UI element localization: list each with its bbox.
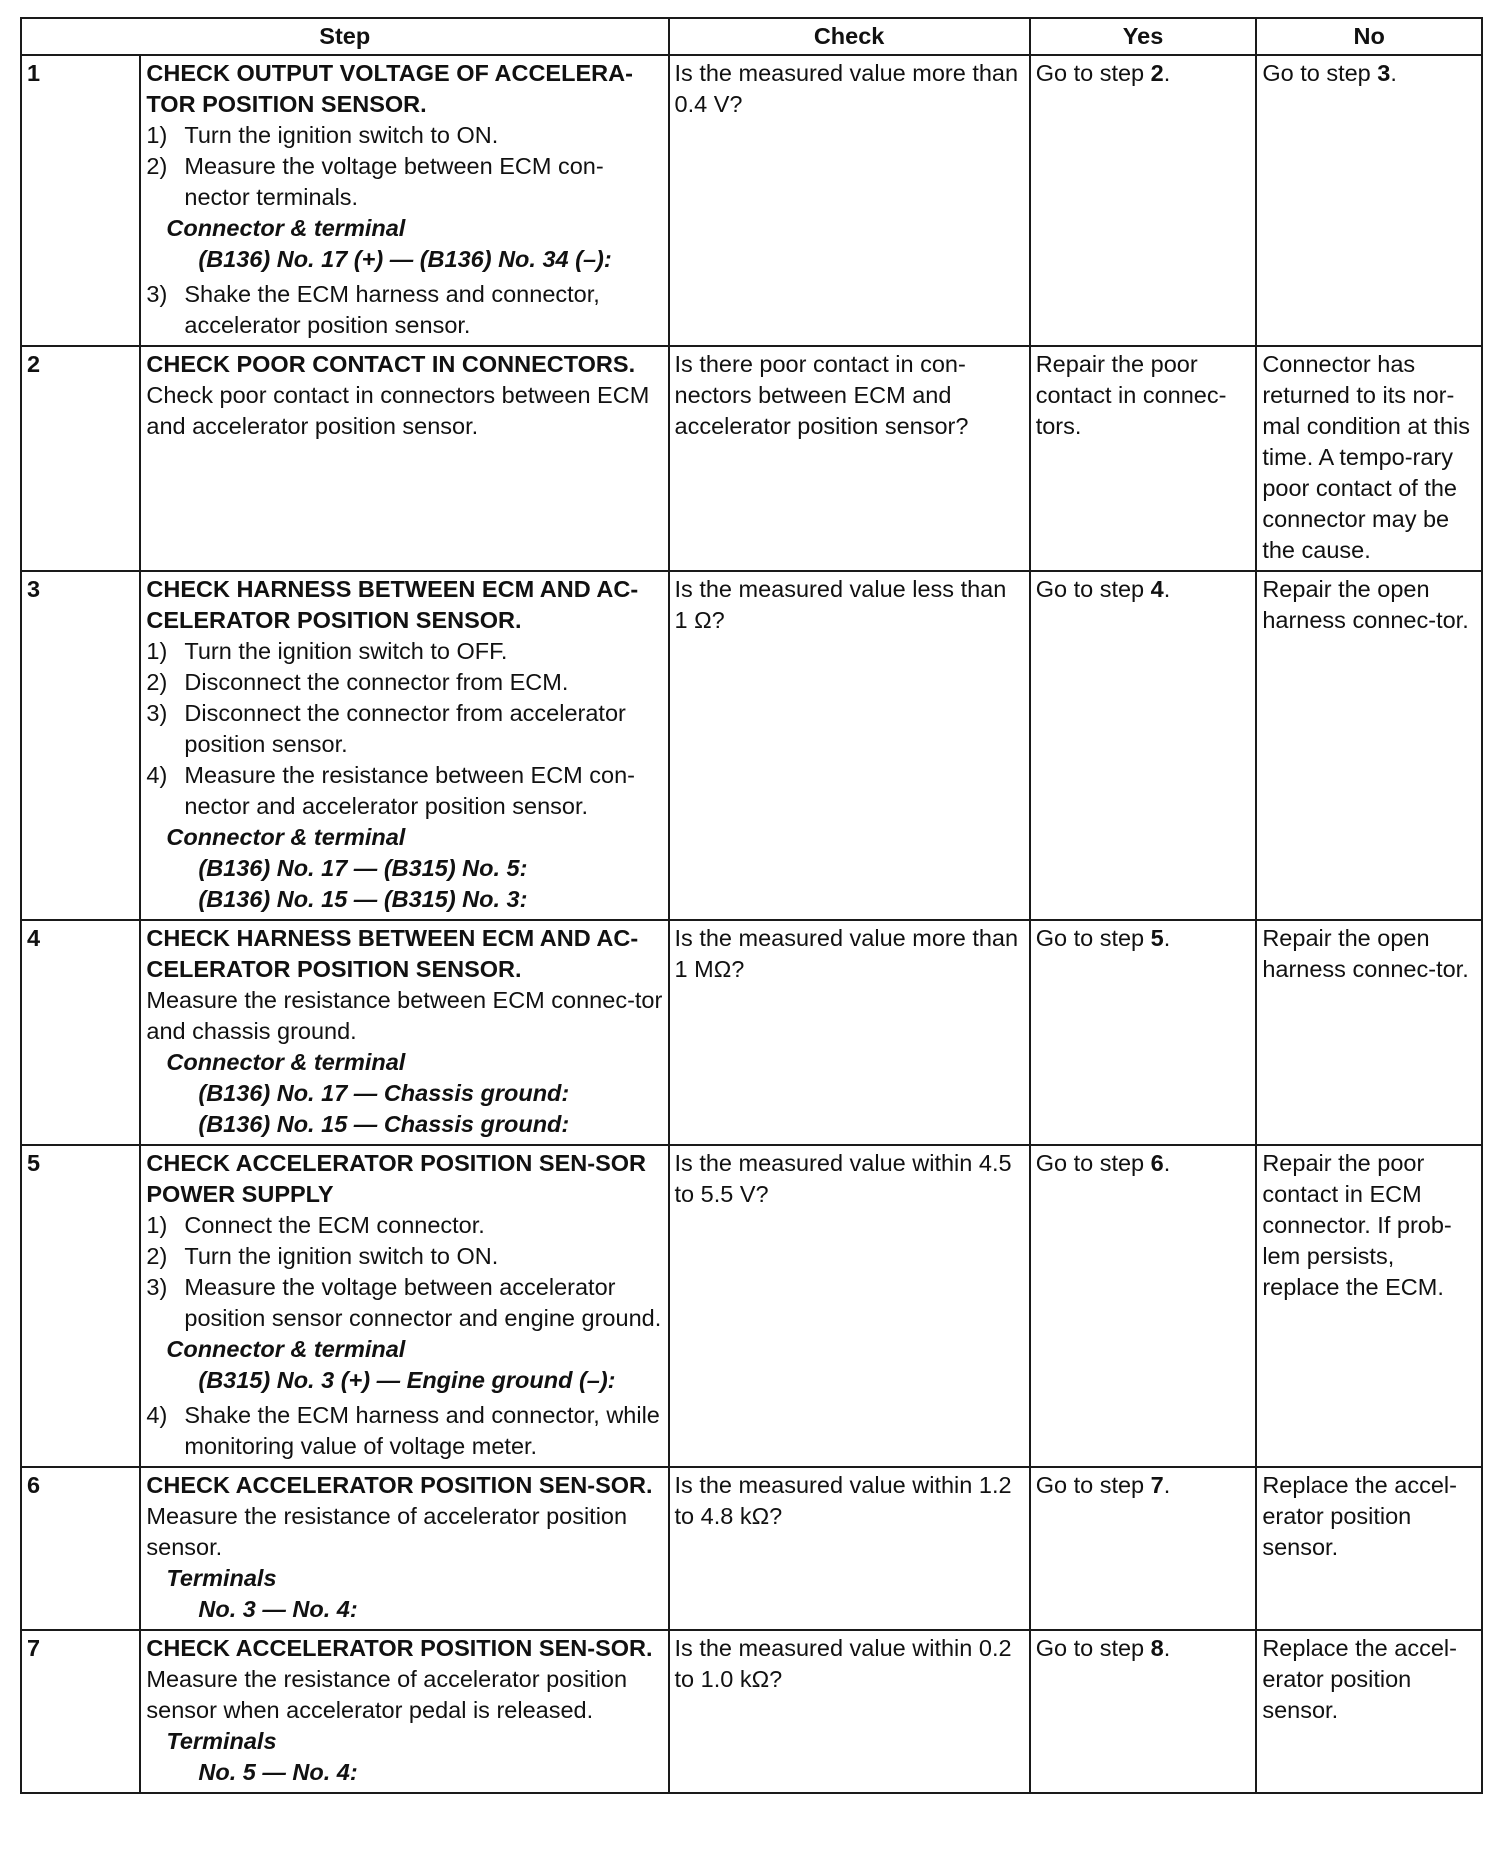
step-number: 3 <box>21 571 140 920</box>
check-cell: Is the measured value less than 1 Ω? <box>669 571 1030 920</box>
list-item: 1) Turn the ignition switch to ON. <box>146 122 499 148</box>
connector-terminal: (B136) No. 15 — Chassis ground: <box>198 1111 570 1137</box>
connector-label: Connector & terminal <box>166 215 406 241</box>
step-description <box>140 920 668 1145</box>
connector-label: Terminals <box>166 1565 277 1591</box>
header-row <box>21 18 1482 55</box>
check-cell: Is the measured value within 4.5 to 5.5 V? <box>669 1145 1030 1467</box>
check-cell: Is the measured value more than 1 MΩ? <box>669 920 1030 1145</box>
step-title: CHECK ACCELERATOR POSITION SEN-SOR POWER SUPPLY <box>146 1150 647 1207</box>
no-cell: Repair the open harness connec-tor. <box>1256 920 1482 1145</box>
yes-cell: Go to step 4. <box>1030 571 1257 920</box>
step-row-2 <box>21 346 1482 571</box>
step-title: CHECK ACCELERATOR POSITION SEN-SOR. <box>146 1472 653 1498</box>
yes-cell: Go to step 7. <box>1030 1467 1257 1630</box>
connector-terminal: No. 3 — No. 4: <box>198 1596 358 1622</box>
step-text: Measure the resistance of accelerator position sensor when accelerator pedal is released. <box>146 1666 628 1723</box>
connector-label: Connector & terminal <box>166 1336 406 1362</box>
step-text: Check poor contact in connectors between ECM and accelerator position sensor. <box>146 382 650 439</box>
step-description <box>140 1145 668 1467</box>
step-number: 4 <box>21 920 140 1145</box>
connector-terminal: (B136) No. 17 — (B315) No. 5: <box>198 855 528 881</box>
no-cell: Replace the accel-erator position sensor. <box>1256 1630 1482 1793</box>
yes-cell: Go to step 5. <box>1030 920 1257 1145</box>
step-title: CHECK ACCELERATOR POSITION SEN-SOR. <box>146 1635 653 1661</box>
step-number: 5 <box>21 1145 140 1467</box>
step-text: Measure the resistance between ECM connec-tor and chassis ground. <box>146 987 663 1044</box>
list-item: 3) Shake the ECM harness and connector, accelerator position sensor. <box>146 281 600 338</box>
step-description <box>140 571 668 920</box>
header-no: No <box>1256 18 1482 55</box>
list-item: 4) Shake the ECM harness and connector, while monitoring value of voltage meter. <box>146 1402 660 1459</box>
yes-cell: Go to step 2. <box>1030 55 1257 346</box>
list-item: 1) Connect the ECM connector. <box>146 1212 485 1238</box>
list-item: 1) Turn the ignition switch to OFF. <box>146 638 508 664</box>
connector-terminal: (B315) No. 3 (+) — Engine ground (–): <box>198 1367 616 1393</box>
check-cell: Is the measured value within 1.2 to 4.8 kΩ? <box>669 1467 1030 1630</box>
yes-cell: Repair the poor contact in connec-tors. <box>1030 346 1257 571</box>
no-cell: Replace the accel-erator position sensor. <box>1256 1467 1482 1630</box>
list-item: 4) Measure the resistance between ECM con-nector and accelerator position sensor. <box>146 762 636 819</box>
connector-label: Terminals <box>166 1728 277 1754</box>
step-description <box>140 1467 668 1630</box>
step-description <box>140 346 668 571</box>
check-cell: Is the measured value more than 0.4 V? <box>669 55 1030 346</box>
no-cell: Repair the poor contact in ECM connector. If prob-lem persists, replace the ECM. <box>1256 1145 1482 1467</box>
step-number: 6 <box>21 1467 140 1630</box>
step-number: 1 <box>21 55 140 346</box>
list-item: 3) Disconnect the connector from accelerator position sensor. <box>146 700 626 757</box>
step-description <box>140 1630 668 1793</box>
step-number: 2 <box>21 346 140 571</box>
header-yes: Yes <box>1030 18 1257 55</box>
list-item: 2) Disconnect the connector from ECM. <box>146 669 569 695</box>
header-check: Check <box>669 18 1030 55</box>
step-row-7 <box>21 1630 1482 1793</box>
diagnostic-table <box>20 17 1483 1794</box>
step-description <box>140 55 668 346</box>
step-row-4 <box>21 920 1482 1145</box>
step-title: CHECK HARNESS BETWEEN ECM AND AC-CELERATOR POSITION SENSOR. <box>146 925 639 982</box>
step-number: 7 <box>21 1630 140 1793</box>
step-text: Measure the resistance of accelerator position sensor. <box>146 1503 628 1560</box>
list-item: 2) Measure the voltage between ECM con-nector terminals. <box>146 153 604 210</box>
yes-cell: Go to step 6. <box>1030 1145 1257 1467</box>
no-cell: Connector has returned to its nor-mal condition at this time. A tempo-rary poor contact of the connector may be the cause. <box>1256 346 1482 571</box>
step-row-6 <box>21 1467 1482 1630</box>
step-row-3 <box>21 571 1482 920</box>
no-cell: Go to step 3. <box>1256 55 1482 346</box>
list-item: 2) Turn the ignition switch to ON. <box>146 1243 499 1269</box>
connector-terminal: No. 5 — No. 4: <box>198 1759 358 1785</box>
check-cell: Is the measured value within 0.2 to 1.0 kΩ? <box>669 1630 1030 1793</box>
step-title: CHECK OUTPUT VOLTAGE OF ACCELERA-TOR POSITION SENSOR. <box>146 60 633 117</box>
yes-cell: Go to step 8. <box>1030 1630 1257 1793</box>
connector-terminal: (B136) No. 17 (+) — (B136) No. 34 (–): <box>198 246 612 272</box>
connector-terminal: (B136) No. 17 — Chassis ground: <box>198 1080 570 1106</box>
no-cell: Repair the open harness connec-tor. <box>1256 571 1482 920</box>
step-title: CHECK POOR CONTACT IN CONNECTORS. <box>146 351 636 377</box>
step-row-5 <box>21 1145 1482 1467</box>
connector-label: Connector & terminal <box>166 1049 406 1075</box>
list-item: 3) Measure the voltage between accelerator position sensor connector and engine ground. <box>146 1274 662 1331</box>
header-step: Step <box>21 18 669 55</box>
connector-label: Connector & terminal <box>166 824 406 850</box>
step-row-1 <box>21 55 1482 346</box>
step-title: CHECK HARNESS BETWEEN ECM AND AC-CELERATOR POSITION SENSOR. <box>146 576 639 633</box>
check-cell: Is there poor contact in con-nectors between ECM and accelerator position sensor? <box>669 346 1030 571</box>
connector-terminal: (B136) No. 15 — (B315) No. 3: <box>198 886 528 912</box>
